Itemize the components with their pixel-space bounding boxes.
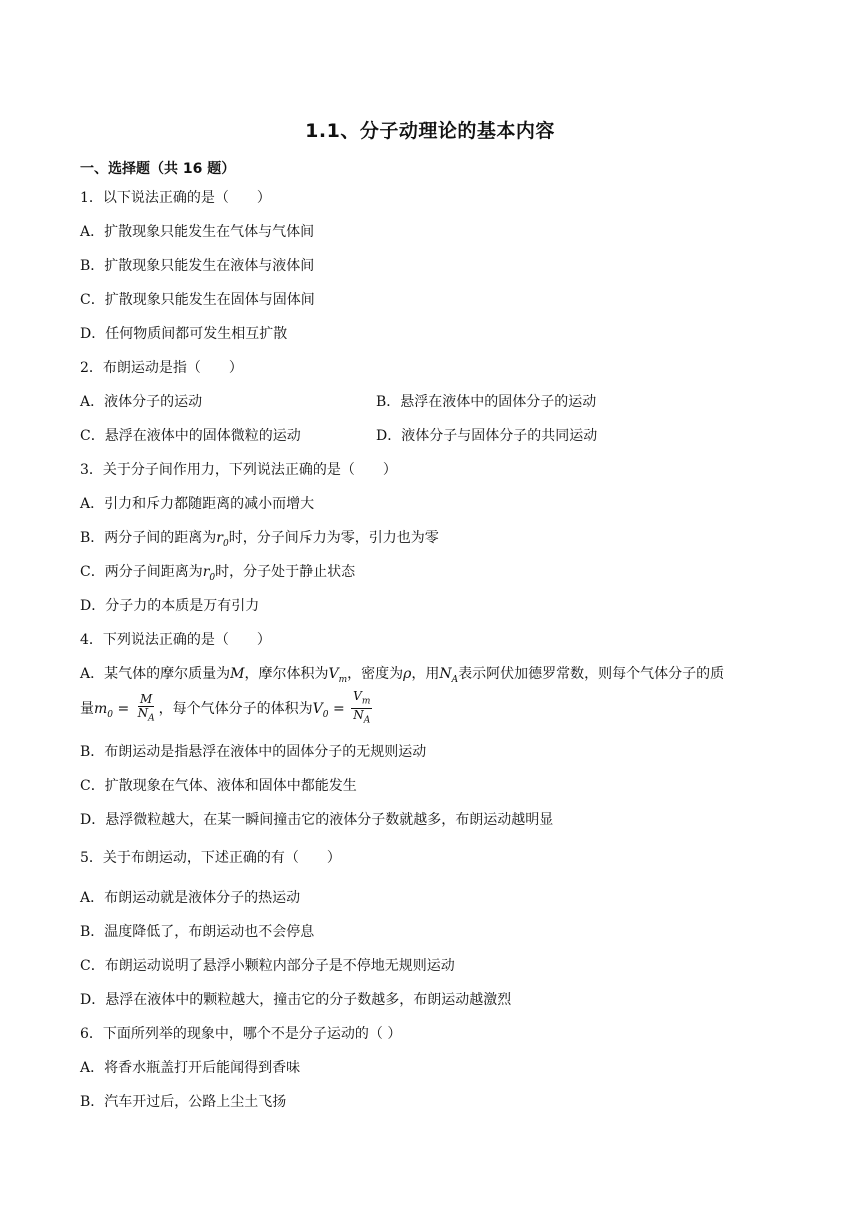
question-2-option-c: C．悬浮在液体中的固体微粒的运动 <box>80 428 301 444</box>
page-title: 1.1、分子动理论的基本内容 <box>305 120 555 142</box>
question-2-option-b: B．悬浮在液体中的固体分子的运动 <box>376 394 597 410</box>
question-5-option-a: A．布朗运动就是液体分子的热运动 <box>80 890 301 906</box>
fraction-volume <box>351 690 372 728</box>
fraction-numerator: M <box>140 691 153 706</box>
text: ，每个气体分子的体积为 <box>158 700 313 717</box>
A-subscript: A <box>363 715 371 726</box>
question-4-option-a-line2 <box>80 690 374 733</box>
r0-symbol <box>202 564 216 583</box>
question-4-option-d: D．悬浮微粒越大，在某一瞬间撞击它的液体分子数就越多，布朗运动越明显 <box>80 812 554 828</box>
N-letter: N <box>439 666 452 682</box>
question-3-option-b-text-end: 时，分子间斥力为零，引力也为零 <box>228 530 439 546</box>
text: ，摩尔体积为 <box>244 666 329 682</box>
question-2-option-d: D．液体分子与固体分子的共同运动 <box>376 428 598 444</box>
question-4-option-c: C．扩散现象在气体、液体和固体中都能发生 <box>80 778 357 794</box>
fraction-numerator <box>351 690 372 709</box>
question-5-option-b: B．温度降低了，布朗运动也不会停息 <box>80 924 315 940</box>
question-5-stem: 5．关于布朗运动，下述正确的有（ ） <box>80 850 341 866</box>
r-letter: r <box>216 530 223 546</box>
symbol-m0 <box>94 700 114 720</box>
m-subscript: m <box>361 696 371 707</box>
question-5-option-c: C．布朗运动说明了悬浮小颗粒内部分子是不停地无规则运动 <box>80 958 455 974</box>
question-1-stem: 1．以下说法正确的是（ ） <box>80 190 271 206</box>
fraction-mass <box>136 693 157 725</box>
question-2-stem: 2．布朗运动是指（ ） <box>80 360 243 376</box>
V-letter: V <box>328 666 339 682</box>
question-1-option-c: C．扩散现象只能发生在固体与固体间 <box>80 292 315 308</box>
question-3-option-b <box>80 528 439 554</box>
question-3-option-c-text: C．两分子间距离为 <box>80 564 203 580</box>
question-3-option-a: A．引力和斥力都随距离的减小而增大 <box>80 496 315 512</box>
symbol-rho: ρ <box>403 666 412 682</box>
section-heading: 一、选择题（共 16 题） <box>80 161 236 177</box>
zero-subscript: 0 <box>107 709 114 720</box>
symbol-NA <box>439 666 459 685</box>
r0-symbol <box>216 530 229 549</box>
question-4-option-a-line1 <box>80 664 724 690</box>
equals-sign: = <box>113 700 134 717</box>
question-3-option-b-text: B．两分子间的距离为 <box>80 530 217 546</box>
question-4-stem: 4．下列说法正确的是（ ） <box>80 632 271 648</box>
fraction-denominator <box>351 709 372 727</box>
question-6-stem: 6．下面所列举的现象中，哪个不是分子运动的（ ） <box>80 1026 402 1042</box>
V-letter: V <box>353 689 362 703</box>
N-letter: N <box>353 708 364 723</box>
m-letter: m <box>94 700 108 717</box>
question-6-option-b: B．汽车开过后，公路上尘土飞扬 <box>80 1094 287 1110</box>
A-subscript: A <box>451 674 459 685</box>
question-1-option-b: B．扩散现象只能发生在液体与液体间 <box>80 258 315 274</box>
r-subscript: 0 <box>223 538 229 549</box>
question-5-option-d: D．悬浮在液体中的颗粒越大，撞击它的分子数越多，布朗运动越激烈 <box>80 992 512 1008</box>
symbol-M: M <box>230 666 245 682</box>
symbol-Vm <box>328 666 348 685</box>
r-subscript: 0 <box>209 572 216 583</box>
symbol-V0 <box>312 700 329 720</box>
text: A．某气体的摩尔质量为 <box>80 666 231 682</box>
question-1-option-d: D．任何物质间都可发生相互扩散 <box>80 326 288 342</box>
equals-sign: = <box>328 700 350 717</box>
text: 量 <box>80 700 94 717</box>
question-3-option-c <box>80 562 355 588</box>
question-2-option-a: A．液体分子的运动 <box>80 394 203 410</box>
question-6-option-a: A．将香水瓶盖打开后能闻得到香味 <box>80 1060 301 1076</box>
text: ，密度为 <box>347 666 404 682</box>
fraction-denominator <box>136 707 157 725</box>
A-subscript: A <box>148 713 155 724</box>
m-subscript: m <box>338 674 348 685</box>
zero-subscript: 0 <box>322 709 329 720</box>
N-letter: N <box>137 705 149 720</box>
question-1-option-a: A．扩散现象只能发生在气体与气体间 <box>80 224 315 240</box>
question-3-option-d: D．分子力的本质是万有引力 <box>80 598 260 614</box>
question-3-option-c-text-end: 时，分子处于静止状态 <box>215 564 356 580</box>
text: 表示阿伏加德罗常数，则每个气体分子的质 <box>458 666 725 682</box>
text: ，用 <box>411 666 440 682</box>
V-letter: V <box>312 700 323 717</box>
question-4-option-b: B．布朗运动是指悬浮在液体中的固体分子的无规则运动 <box>80 744 427 760</box>
r-letter: r <box>202 564 210 580</box>
question-3-stem: 3．关于分子间作用力，下列说法正确的是（ ） <box>80 462 397 478</box>
